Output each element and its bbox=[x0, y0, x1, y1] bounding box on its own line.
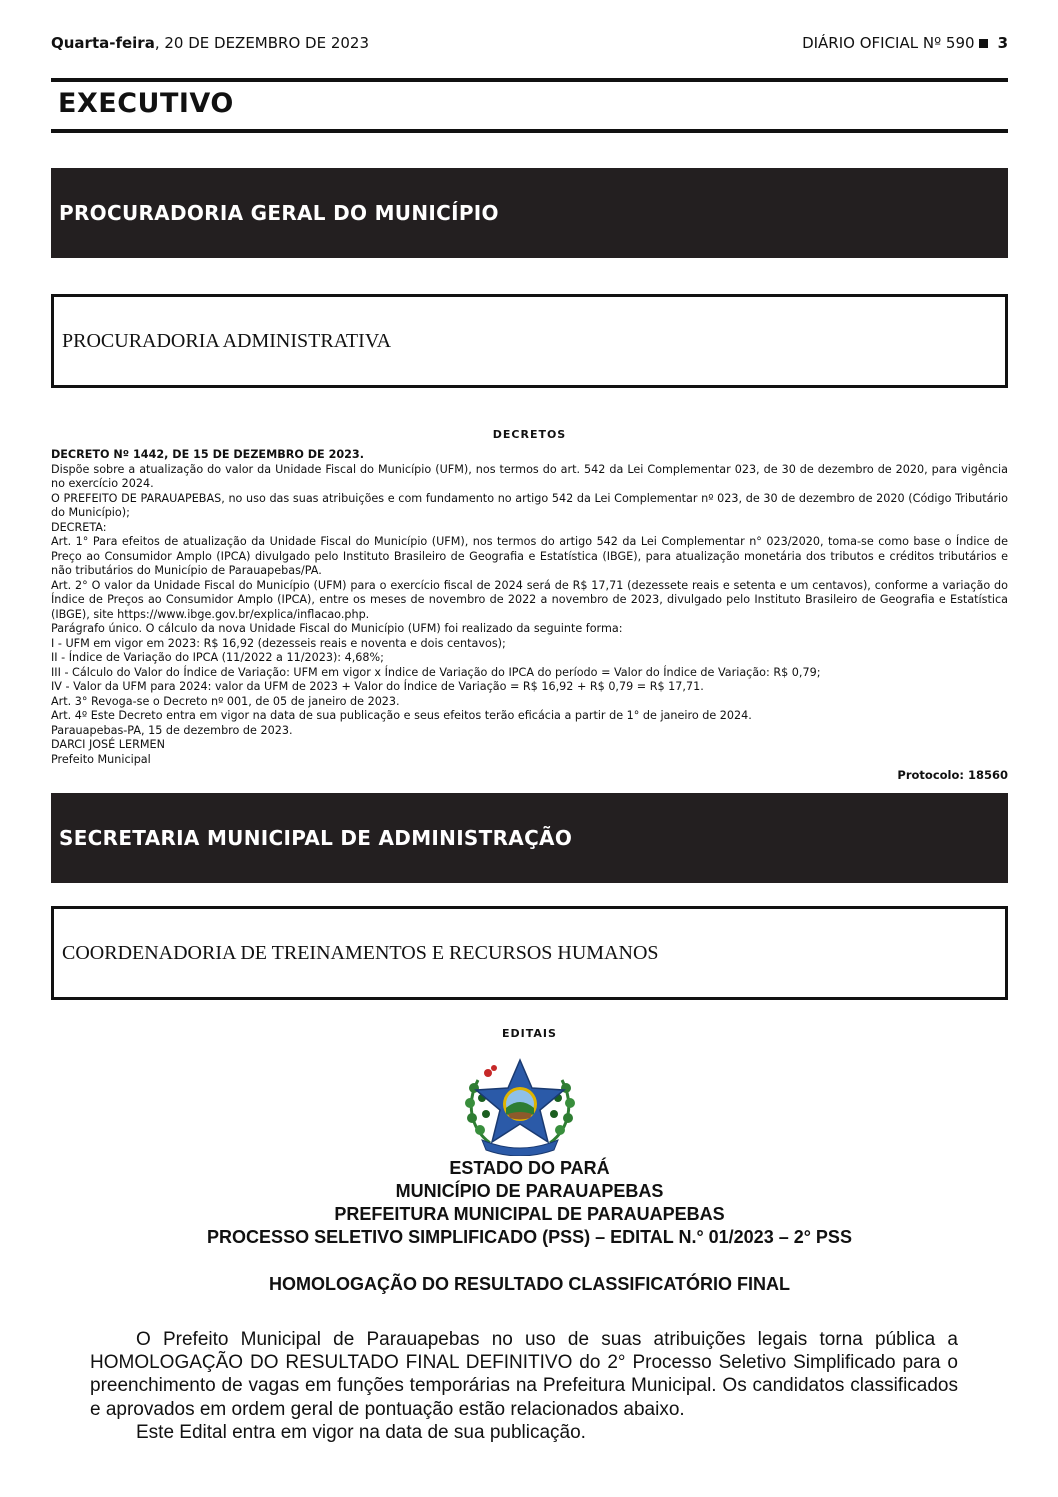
box-title: COORDENADORIA DE TREINAMENTOS E RECURSOS HUMANOS bbox=[62, 942, 659, 964]
decree-line: Parauapebas-PA, 15 de dezembro de 2023. bbox=[51, 723, 293, 737]
edital-process: PROCESSO SELETIVO SIMPLIFICADO (PSS) – EDITAL N.° 01/2023 – 2° PSS bbox=[207, 1227, 852, 1247]
decree-line: Art. 3° Revoga-se o Decreto nº 001, de 05 de janeiro de 2023. bbox=[51, 694, 400, 708]
box-title: PROCURADORIA ADMINISTRATIVA bbox=[62, 330, 392, 352]
banner-title: SECRETARIA MUNICIPAL DE ADMINISTRAÇÃO bbox=[59, 826, 573, 850]
page-header bbox=[51, 34, 1008, 56]
edital-state: ESTADO DO PARÁ bbox=[449, 1158, 610, 1178]
decree-line: Art. 1° Para efeitos de atualização da Unidade Fiscal do Município (UFM), nos termos do artigo 542 da Lei Complementar n° 023/2020, toma-se como base o Índice de Preço ao Consumidor Amplo (IPCA) divulgado pelo Instituto Brasileiro de Geografia e Estatística (IBGE), para atualização monetária dos tributos e créditos tributários e não tributários do Município de Parauapebas/PA. bbox=[51, 535, 1008, 577]
decree-line: DECRETA: bbox=[51, 520, 107, 534]
editais-label: EDITAIS bbox=[502, 1027, 557, 1040]
edital-body bbox=[90, 1328, 958, 1444]
header-weekday: Quarta-feira bbox=[51, 34, 155, 52]
decree-title: DECRETO Nº 1442, DE 15 DE DEZEMBRO DE 2023. bbox=[51, 448, 364, 461]
decree-line: Dispõe sobre a atualização do valor da Unidade Fiscal do Município (UFM), nos termos do art. 542 da Lei Complementar 023, de 30 de dezembro de 2020, para vigência no exercício 2024. bbox=[51, 462, 1008, 490]
decree-line: O PREFEITO DE PARAUAPEBAS, no uso das suas atribuições e com fundamento no artigo 542 da Lei Complementar nº 023, de 30 de dezembro de 2020 (Código Tributário do Município); bbox=[51, 491, 1008, 519]
edital-prefecture: PREFEITURA MUNICIPAL DE PARAUAPEBAS bbox=[334, 1204, 725, 1224]
edital-paragraph: Este Edital entra em vigor na data de sua publicação. bbox=[136, 1421, 586, 1443]
decree-line: IV - Valor da UFM para 2024: valor da UFM de 2023 + Valor do Índice de Variação = R$ 16,92 + R$ 0,79 = R$ 17,71. bbox=[51, 680, 704, 693]
box-coordenadoria-treinamentos bbox=[51, 906, 1008, 1000]
header-date bbox=[51, 34, 369, 52]
decree-block bbox=[51, 448, 1008, 767]
edital-heading bbox=[51, 1157, 1008, 1249]
decree-line: Parágrafo único. O cálculo da nova Unidade Fiscal do Município (UFM) foi realizado da seguinte forma: bbox=[51, 622, 623, 635]
decree-line: III - Cálculo do Valor do Índice de Variação: UFM em vigor x Índice de Variação do IPCA do período = Valor do Índice de Variação: R$ 0,79; bbox=[51, 665, 821, 679]
edital-municipality: MUNICÍPIO DE PARAUAPEBAS bbox=[395, 1181, 664, 1201]
homologacao-title: HOMOLOGAÇÃO DO RESULTADO CLASSIFICATÓRIO FINAL bbox=[269, 1274, 790, 1294]
decree-signatory-role: Prefeito Municipal bbox=[51, 752, 151, 766]
banner-title: PROCURADORIA GERAL DO MUNICÍPIO bbox=[59, 201, 499, 225]
crest-svg bbox=[460, 1058, 580, 1156]
square-bullet-icon bbox=[979, 39, 988, 48]
header-journal bbox=[802, 34, 1008, 52]
section-title: EXECUTIVO bbox=[58, 88, 234, 119]
decree-line: Art. 2° O valor da Unidade Fiscal do Município (UFM) para o exercício fiscal de 2024 será de R$ 17,71 (dezessete reais e setenta e um centavos), conforme a variação do Índice de Preços ao Consumidor Amplo (IPCA), entre os meses de novembro de 2022 a novembro de 2023, divulgado pelo Instituto Brasileiro de Geografia e Estatística (IBGE), site https://www.ibge.gov.br/explica/inflacao.php. bbox=[51, 578, 1008, 621]
header-date-text: , 20 DE DEZEMBRO DE 2023 bbox=[154, 34, 369, 52]
banner-procuradoria-geral bbox=[51, 168, 1008, 258]
parauapebas-crest-icon bbox=[460, 1058, 580, 1156]
header-journal-name: DIÁRIO OFICIAL Nº 590 bbox=[802, 34, 975, 52]
edital-paragraph: O Prefeito Municipal de Parauapebas no uso de suas atribuições legais torna pública a HOMOLOGAÇÃO DO RESULTADO FINAL DEFINITIVO do 2° Processo Seletivo Simplificado para o preenchimento de vagas em funções temporárias na Prefeitura Municipal. Os candidatos classificados e aprovados em ordem geral de pontuação estão relacionados abaixo. bbox=[90, 1329, 958, 1420]
box-procuradoria-administrativa bbox=[51, 294, 1008, 388]
decretos-label: DECRETOS bbox=[492, 428, 567, 441]
protocol-number: Protocolo: 18560 bbox=[897, 768, 1008, 782]
page-number: 3 bbox=[997, 34, 1008, 52]
banner-secretaria-administracao bbox=[51, 793, 1008, 883]
decree-line: Art. 4º Este Decreto entra em vigor na data de sua publicação e seus efeitos terão eficácia a partir de 1° de janeiro de 2024. bbox=[51, 709, 752, 722]
decree-line: II - Índice de Variação do IPCA (11/2022 a 11/2023): 4,68%; bbox=[51, 651, 384, 664]
header-divider bbox=[51, 78, 1008, 82]
decree-signatory: DARCI JOSÉ LERMEN bbox=[51, 738, 165, 751]
decree-line: I - UFM em vigor em 2023: R$ 16,92 (dezesseis reais e noventa e dois centavos); bbox=[51, 636, 506, 650]
section-divider bbox=[51, 129, 1008, 133]
